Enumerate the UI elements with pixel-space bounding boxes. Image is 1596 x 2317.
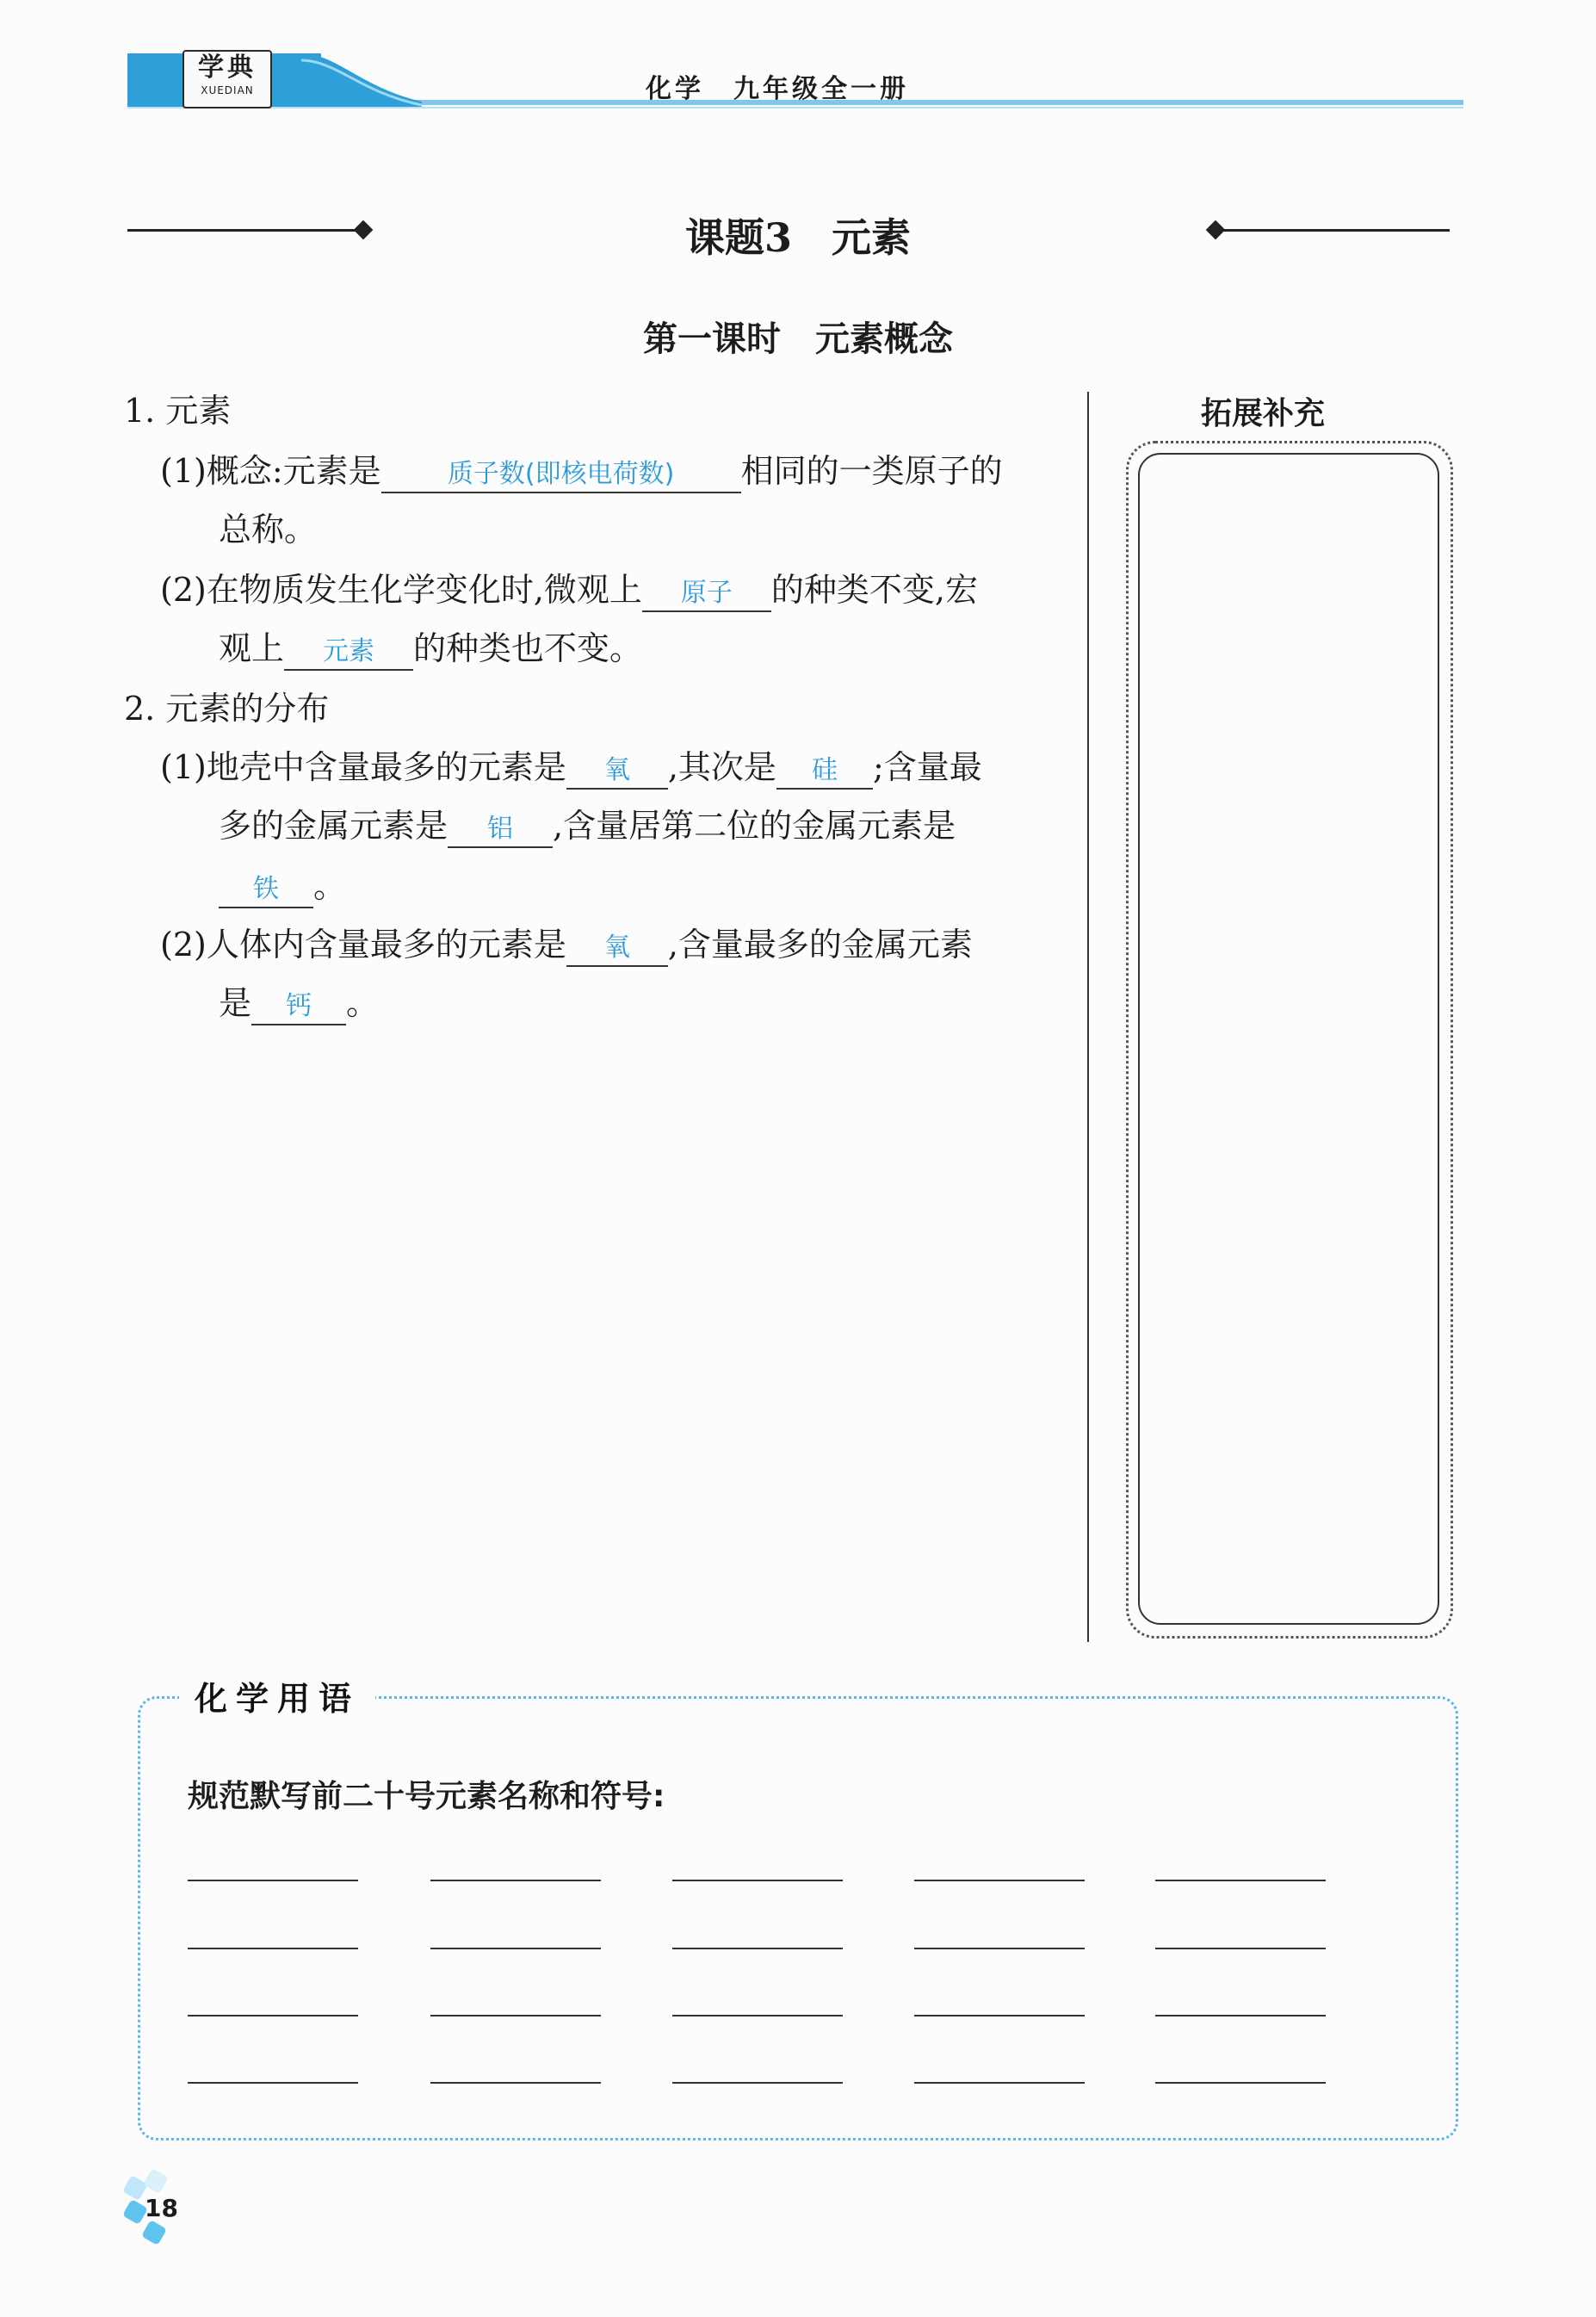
question-text: (1)概念:元素是 bbox=[160, 452, 381, 490]
question-text: 的种类不变,宏 bbox=[770, 571, 979, 609]
header-swoosh-icon bbox=[301, 53, 422, 107]
sidebar-notes-area[interactable] bbox=[1138, 453, 1439, 1625]
answer-line[interactable] bbox=[430, 1948, 601, 1949]
question-text: ,含量最多的金属元素 bbox=[667, 926, 973, 963]
answer-blank: 元素 bbox=[284, 635, 413, 671]
answer-line[interactable] bbox=[1155, 1948, 1326, 1949]
question-line bbox=[219, 806, 956, 848]
question-text: 相同的一类原子的 bbox=[740, 452, 1003, 490]
question-line bbox=[160, 570, 978, 612]
sidebar-title: 拓展补充 bbox=[1201, 396, 1326, 431]
column-divider bbox=[1087, 392, 1089, 1642]
answer-blank: 铝 bbox=[448, 812, 553, 848]
question-line bbox=[160, 451, 1003, 493]
header-subject: 化学 九年级全一册 bbox=[646, 74, 909, 104]
answer-line[interactable] bbox=[672, 2082, 843, 2084]
question-text: 多的金属元素是 bbox=[219, 807, 448, 845]
answer-line[interactable] bbox=[1155, 1880, 1326, 1881]
question-text: (2)在物质发生化学变化时,微观上 bbox=[160, 571, 642, 609]
answer-blank: 质子数(即核电荷数) bbox=[381, 457, 741, 493]
answer-line[interactable] bbox=[188, 2015, 358, 2017]
answer-line[interactable] bbox=[1155, 2015, 1326, 2017]
question-line bbox=[219, 983, 379, 1025]
answer-blank: 硅 bbox=[776, 753, 873, 790]
answer-line[interactable] bbox=[672, 1880, 843, 1881]
question-text: ,含量居第二位的金属元素是 bbox=[553, 807, 956, 845]
terms-badge-label: 化学用语 bbox=[195, 1680, 361, 1718]
terms-instruction: 规范默写前二十号元素名称和符号: bbox=[188, 1779, 665, 1814]
answer-blank: 氧 bbox=[566, 931, 668, 967]
answer-line[interactable] bbox=[672, 2015, 843, 2017]
section-heading: 1. 元素 bbox=[124, 392, 232, 430]
question-line bbox=[219, 866, 346, 908]
answer-blank: 氧 bbox=[566, 753, 668, 790]
page-number: 18 bbox=[145, 2194, 178, 2222]
lesson-subtitle: 第一课时 元素概念 bbox=[643, 319, 953, 359]
question-text: (2)人体内含量最多的元素是 bbox=[160, 926, 566, 963]
question-line bbox=[160, 925, 973, 967]
answer-line[interactable] bbox=[672, 1948, 843, 1949]
brand-logo-cn: 学典 bbox=[198, 53, 257, 83]
answer-line[interactable] bbox=[914, 2082, 1085, 2084]
question-text: 观上 bbox=[219, 629, 285, 667]
question-text: ;含量最 bbox=[872, 748, 982, 786]
question-text: (1)地壳中含量最多的元素是 bbox=[160, 748, 566, 786]
question-line bbox=[160, 747, 982, 790]
question-text: 。 bbox=[346, 984, 380, 1022]
header-rule-light bbox=[127, 107, 1463, 108]
terms-badge bbox=[179, 1674, 375, 1724]
answer-line[interactable] bbox=[1155, 2082, 1326, 2084]
answer-line[interactable] bbox=[188, 1880, 358, 1881]
answer-blank: 原子 bbox=[642, 576, 771, 612]
hexagon-icon bbox=[143, 2168, 169, 2194]
question-text: 是 bbox=[219, 984, 252, 1022]
brand-logo-en: XUEDIAN bbox=[201, 84, 254, 96]
question-line: 总称。 bbox=[219, 511, 318, 548]
terms-box bbox=[138, 1696, 1458, 2140]
answer-line[interactable] bbox=[914, 1948, 1085, 1949]
answer-line[interactable] bbox=[914, 2015, 1085, 2017]
answer-line[interactable] bbox=[914, 1880, 1085, 1881]
answer-line[interactable] bbox=[188, 2082, 358, 2084]
question-text: ,其次是 bbox=[667, 748, 776, 786]
brand-logo bbox=[182, 50, 272, 108]
answer-blank: 铁 bbox=[219, 872, 313, 908]
answer-line[interactable] bbox=[430, 1880, 601, 1881]
hexagon-icon bbox=[141, 2220, 167, 2246]
section-heading: 2. 元素的分布 bbox=[124, 690, 330, 728]
question-text: 。 bbox=[313, 867, 347, 905]
answer-line[interactable] bbox=[430, 2015, 601, 2017]
question-text: 的种类也不变。 bbox=[413, 629, 643, 667]
question-line bbox=[219, 629, 642, 671]
lesson-title: 课题3 元素 bbox=[684, 214, 911, 261]
answer-line[interactable] bbox=[430, 2082, 601, 2084]
answer-blank: 钙 bbox=[251, 989, 346, 1025]
answer-line[interactable] bbox=[188, 1948, 358, 1949]
